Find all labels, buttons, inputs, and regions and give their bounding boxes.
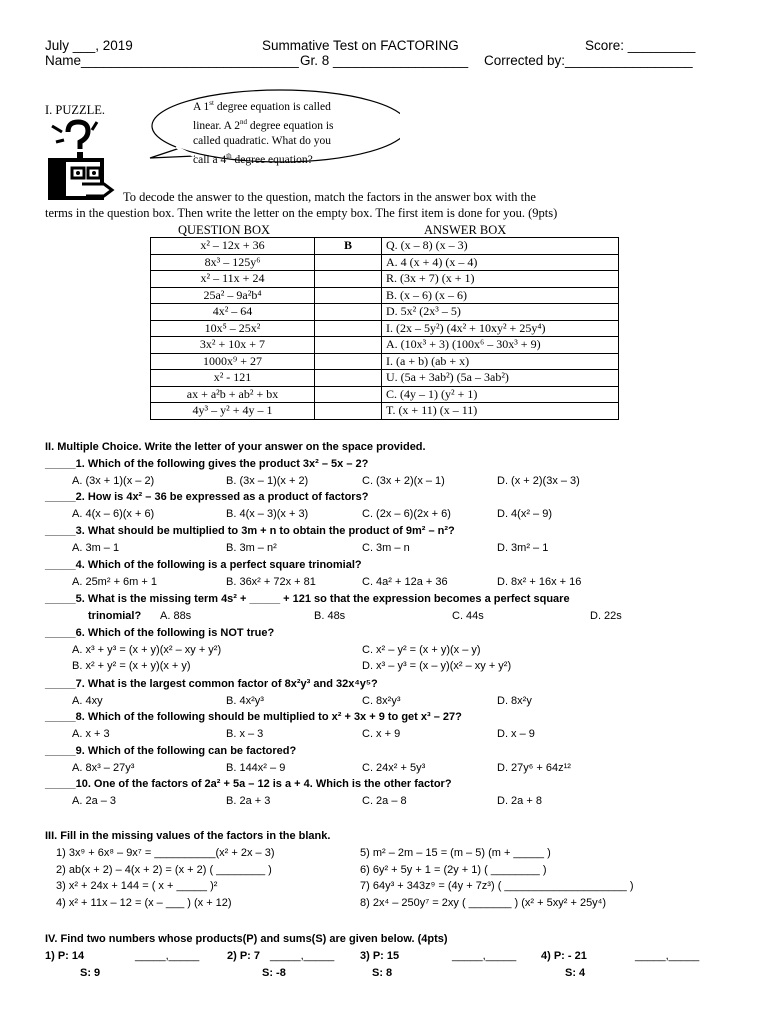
mc-option-b[interactable]: B. (3x – 1)(x + 2) xyxy=(226,475,309,487)
answer-box-cell: U. (5a + 3ab²) (5a – 3ab²) xyxy=(382,370,619,387)
mc-option-d[interactable]: D. (x + 2)(3x – 3) xyxy=(497,475,580,487)
mc-option-d[interactable]: D. 27y⁶ + 64z¹² xyxy=(497,762,571,774)
mc-option-c[interactable]: C. 2a – 8 xyxy=(362,795,407,807)
bubble-line-3: called quadratic. What do you xyxy=(193,134,332,147)
puzzle-row xyxy=(151,238,619,255)
sums-sum: S: 9 xyxy=(80,967,101,979)
answer-cell[interactable] xyxy=(315,370,382,387)
answer-box-cell: C. (4y – 1) (y² + 1) xyxy=(382,386,619,403)
puzzle-row xyxy=(151,271,619,288)
answer-box-cell: D. 5x² (2x³ – 5) xyxy=(382,304,619,321)
fill-title: III. Fill in the missing values of the factors in the blank. xyxy=(45,830,331,842)
puzzle-row xyxy=(151,337,619,354)
bubble-line-1: A 1st degree equation is called xyxy=(193,99,331,113)
mc-option-a[interactable]: A. 4xy xyxy=(72,695,103,707)
mc-option-a[interactable]: A. 88s xyxy=(160,610,192,622)
mc-option-c[interactable]: C. 8x²y³ xyxy=(362,695,401,707)
mc-option-d[interactable]: D. 2a + 8 xyxy=(497,795,542,807)
mc-option-b[interactable]: B. 144x² – 9 xyxy=(226,762,286,774)
mc-question[interactable]: _____8. Which of the following should be multiplied to x² + 3x + 9 to get x³ – 27? xyxy=(45,711,462,723)
bubble-line-2: linear. A 2nd degree equation is xyxy=(193,117,334,132)
mc-option-b[interactable]: B. x² + y² = (x + y)(x + y) xyxy=(72,660,191,672)
question-cell: 1000x⁹ + 27 xyxy=(151,353,315,370)
mc-question[interactable]: _____1. Which of the following gives the product 3x² – 5x – 2? xyxy=(45,458,369,470)
fill-item[interactable]: 2) ab(x + 2) – 4(x + 2) = (x + 2) ( ________ ) xyxy=(56,863,272,876)
mc-option-a[interactable]: A. 3m – 1 xyxy=(72,542,120,554)
sums-answer-blank[interactable]: _____,_____ xyxy=(270,950,335,962)
fill-item[interactable]: 5) m² – 2m – 15 = (m – 5) (m + _____ ) xyxy=(360,847,551,859)
instruction-line-1: To decode the answer to the question, match the factors in the answer box with the xyxy=(123,190,536,204)
grade-field: Gr. 8 __________________ xyxy=(300,53,469,68)
fill-item[interactable]: 7) 64y³ + 343z⁹ = (4y + 7z³) ( ____________________ ) xyxy=(360,880,634,892)
question-box-label: QUESTION BOX xyxy=(178,223,271,237)
mc-option-d[interactable]: D. x – 9 xyxy=(497,728,535,740)
mc-option-b[interactable]: B. 48s xyxy=(314,610,346,622)
answer-cell[interactable] xyxy=(315,337,382,354)
puzzle-row xyxy=(151,304,619,321)
fill-item[interactable]: 1) 3x⁹ + 6x⁸ – 9x⁷ = __________(x² + 2x – 3) xyxy=(56,847,275,859)
fill-item[interactable]: 4) x² + 11x – 12 = (x – ___ ) (x + 12) xyxy=(56,896,232,909)
mc-option-d[interactable]: D. 8x²y xyxy=(497,695,532,707)
answer-cell[interactable] xyxy=(315,287,382,304)
mc-option-a[interactable]: A. x³ + y³ = (x + y)(x² – xy + y²) xyxy=(72,644,222,656)
puzzle-row xyxy=(151,320,619,337)
mc-option-b[interactable]: B. 2a + 3 xyxy=(226,795,271,807)
answer-cell[interactable] xyxy=(315,271,382,288)
sums-product: 3) P: 15 xyxy=(360,950,400,962)
puzzle-row xyxy=(151,353,619,370)
mc-option-d[interactable]: D. 4(x² – 9) xyxy=(497,508,553,520)
mc-option-b[interactable]: B. 3m – n² xyxy=(226,542,277,554)
mc-question-cont: trinomial? xyxy=(88,610,142,622)
answer-box-label: ANSWER BOX xyxy=(424,223,507,237)
mc-option-a[interactable]: A. x + 3 xyxy=(72,728,110,740)
bubble-line-4: call a 4th degree equation? xyxy=(193,151,313,166)
thinking-figure-icon xyxy=(42,118,122,200)
mc-option-c[interactable]: C. 4a² + 12a + 36 xyxy=(362,576,448,588)
fill-item[interactable]: 6) 6y² + 5y + 1 = (2y + 1) ( ________ ) xyxy=(360,863,547,876)
mc-option-c[interactable]: C. (3x + 2)(x – 1) xyxy=(362,475,445,487)
question-cell: x² – 12x + 36 xyxy=(151,238,315,255)
answer-cell[interactable] xyxy=(315,403,382,420)
puzzle-row xyxy=(151,370,619,387)
puzzle-row xyxy=(151,386,619,403)
mc-option-a[interactable]: A. 25m² + 6m + 1 xyxy=(72,576,157,588)
mc-question[interactable]: _____6. Which of the following is NOT true? xyxy=(45,627,275,639)
mc-option-c[interactable]: C. 3m – n xyxy=(362,542,410,554)
answer-cell[interactable]: B xyxy=(315,238,382,255)
puzzle-instructions xyxy=(45,189,725,221)
mc-option-d[interactable]: D. 3m² – 1 xyxy=(497,542,549,554)
mc-option-d[interactable]: D. x³ – y³ = (x – y)(x² – xy + y²) xyxy=(362,660,512,672)
puzzle-title: I. PUZZLE. xyxy=(45,103,106,117)
mc-option-a[interactable]: A. (3x + 1)(x – 2) xyxy=(72,475,155,487)
mc-option-b[interactable]: B. x – 3 xyxy=(226,728,264,740)
mc-option-a[interactable]: A. 4(x – 6)(x + 6) xyxy=(72,508,155,520)
mc-option-c[interactable]: C. 44s xyxy=(452,610,484,622)
sums-sum: S: 8 xyxy=(372,967,393,979)
question-cell: x² - 121 xyxy=(151,370,315,387)
mc-option-b[interactable]: B. 4x²y³ xyxy=(226,695,264,707)
question-cell: x² – 11x + 24 xyxy=(151,271,315,288)
sums-product: 1) P: 14 xyxy=(45,950,85,962)
sums-answer-blank[interactable]: _____,_____ xyxy=(135,950,200,962)
sums-product: 4) P: - 21 xyxy=(541,950,587,962)
answer-box-cell: I. (a + b) (ab + x) xyxy=(382,353,619,370)
sums-answer-blank[interactable]: _____,_____ xyxy=(452,950,517,962)
question-cell: 4y³ – y² + 4y – 1 xyxy=(151,403,315,420)
puzzle-row xyxy=(151,403,619,420)
sums-sum: S: -8 xyxy=(262,967,286,979)
question-cell: 3x² + 10x + 7 xyxy=(151,337,315,354)
instruction-line-2: terms in the question box. Then write the letter on the empty box. The first item is done for you. (9pts) xyxy=(45,206,558,220)
puzzle-table xyxy=(150,237,619,420)
answer-box-cell: I. (2x – 5y²) (4x² + 10xy² + 25y⁴) xyxy=(382,320,619,337)
puzzle-row xyxy=(151,287,619,304)
mc-question[interactable]: _____9. Which of the following can be factored? xyxy=(45,745,297,757)
sums-answer-blank[interactable]: _____,_____ xyxy=(635,950,700,962)
test-date: July ___, 2019 xyxy=(45,38,133,53)
mc-option-b[interactable]: B. 4(x – 3)(x + 3) xyxy=(226,508,309,520)
test-title: Summative Test on FACTORING xyxy=(262,38,459,53)
question-cell: 4x² – 64 xyxy=(151,304,315,321)
mc-option-c[interactable]: C. (2x – 6)(2x + 6) xyxy=(362,508,451,520)
answer-box-cell: B. (x – 6) (x – 6) xyxy=(382,287,619,304)
bubble-text xyxy=(193,96,383,167)
mc-option-a[interactable]: A. 8x³ – 27y³ xyxy=(72,762,135,774)
mc-question[interactable]: _____2. How is 4x² – 36 be expressed as a product of factors? xyxy=(45,491,369,503)
mc-option-d[interactable]: D. 22s xyxy=(590,610,622,622)
answer-cell[interactable] xyxy=(315,254,382,271)
answer-box-cell: A. (10x³ + 3) (100x⁶ – 30x³ + 9) xyxy=(382,337,619,354)
answer-box-cell: T. (x + 11) (x – 11) xyxy=(382,403,619,420)
question-cell: 8x³ – 125y⁶ xyxy=(151,254,315,271)
answer-box-cell: R. (3x + 7) (x + 1) xyxy=(382,271,619,288)
answer-box-cell: Q. (x – 8) (x – 3) xyxy=(382,238,619,255)
question-cell: 25a² – 9a²b⁴ xyxy=(151,287,315,304)
question-cell: 10x⁵ – 25x² xyxy=(151,320,315,337)
sums-sum: S: 4 xyxy=(565,967,586,979)
name-field: Name_____________________________ xyxy=(45,53,299,68)
answer-cell[interactable] xyxy=(315,320,382,337)
mc-question[interactable]: _____7. What is the largest common factor of 8x²y³ and 32x⁴y⁵? xyxy=(45,678,378,690)
mc-question[interactable]: _____3. What should be multiplied to 3m + n to obtain the product of 9m² – n²? xyxy=(45,525,455,537)
answer-cell[interactable] xyxy=(315,353,382,370)
puzzle-row xyxy=(151,254,619,271)
mc-option-b[interactable]: B. 36x² + 72x + 81 xyxy=(226,576,316,588)
mc-title: II. Multiple Choice. Write the letter of your answer on the space provided. xyxy=(45,441,426,453)
sums-title: IV. Find two numbers whose products(P) and sums(S) are given below. (4pts) xyxy=(45,933,448,945)
answer-cell[interactable] xyxy=(315,304,382,321)
fill-item[interactable]: 3) x² + 24x + 144 = ( x + _____ )² xyxy=(56,880,218,892)
mc-option-c[interactable]: C. x² – y² = (x + y)(x – y) xyxy=(362,644,481,656)
answer-cell[interactable] xyxy=(315,386,382,403)
sums-product: 2) P: 7 xyxy=(227,950,261,962)
mc-question[interactable]: _____5. What is the missing term 4s² + _____ + 121 so that the expression becomes a perfect square xyxy=(45,593,570,605)
question-cell: ax + a²b + ab² + bx xyxy=(151,386,315,403)
mc-option-a[interactable]: A. 2a – 3 xyxy=(72,795,117,807)
mc-option-c[interactable]: C. x + 9 xyxy=(362,728,401,740)
mc-question[interactable]: _____4. Which of the following is a perfect square trinomial? xyxy=(45,559,362,571)
answer-box-cell: A. 4 (x + 4) (x – 4) xyxy=(382,254,619,271)
corrected-by-field: Corrected by:_________________ xyxy=(484,53,693,68)
fill-item[interactable]: 8) 2x⁴ – 250y⁷ = 2xy ( _______ ) (x² + 5xy² + 25y⁴) xyxy=(360,896,607,909)
score-field: Score: _________ xyxy=(585,38,696,53)
mc-question[interactable]: _____10. One of the factors of 2a² + 5a – 12 is a + 4. Which is the other factor? xyxy=(45,778,452,790)
mc-option-d[interactable]: D. 8x² + 16x + 16 xyxy=(497,576,582,588)
mc-option-c[interactable]: C. 24x² + 5y³ xyxy=(362,762,426,774)
